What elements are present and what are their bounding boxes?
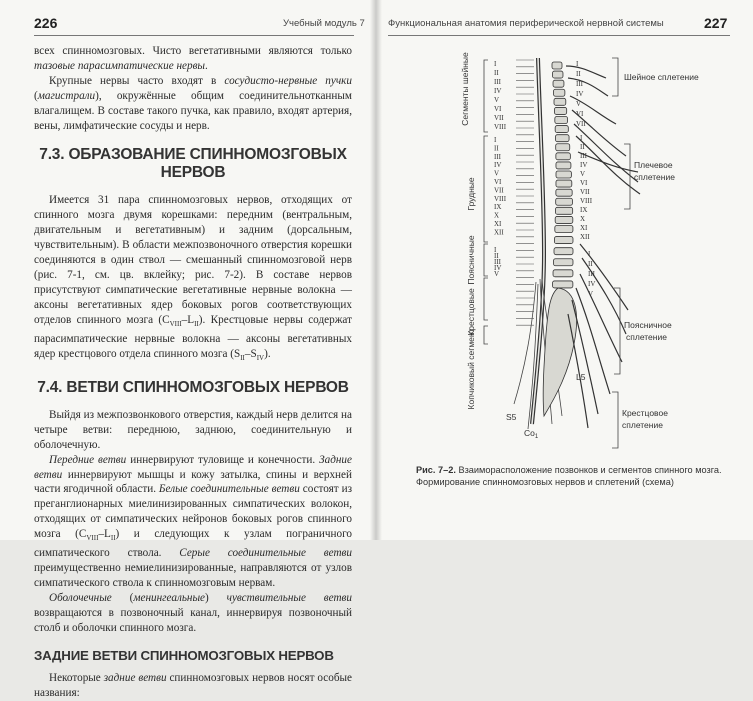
vertebra-numeral: VII (494, 114, 504, 122)
vertebra (556, 171, 571, 178)
cervical-plexus-bracket (612, 58, 618, 96)
italic-text: Белые соединительные ветви (158, 483, 300, 496)
text-run: иннервируют туловище и конечности. (126, 453, 320, 466)
vertebra (556, 198, 573, 205)
text-run: ( (34, 89, 38, 102)
co-marker (524, 428, 539, 440)
text-run: ) и следующих к узлам пограничного симпатического ствола. (34, 528, 352, 560)
lumbar-segments-label: Поясничные (466, 235, 476, 285)
vertebra-numeral: VIII (580, 197, 593, 205)
vertebra (553, 281, 573, 288)
vertebra-numeral: V (494, 96, 500, 104)
brachial-plexus-label-2: сплетение (634, 172, 675, 182)
vertebra-numeral: VIII (494, 194, 507, 203)
subscript: VIII (169, 319, 182, 328)
header-rule (34, 35, 354, 36)
italic-text: сосудисто-нервные пучки (224, 74, 352, 87)
vertebra-numeral: II (494, 69, 499, 77)
section-heading: 7.4. ВЕТВИ СПИННОМОЗГОВЫХ НЕРВОВ (37, 378, 349, 396)
vertebra-numeral: III (588, 270, 595, 278)
vertebra-numeral: III (494, 258, 501, 266)
italic-text: Передние ветви (49, 453, 127, 466)
text-run: ( (111, 591, 134, 604)
vertebra (554, 237, 573, 244)
vertebra-numeral: I (576, 60, 579, 68)
vertebra (556, 162, 571, 169)
vertebra (554, 89, 565, 96)
vertebra (555, 226, 573, 233)
vertebra (554, 259, 573, 266)
text-run: –L (98, 528, 111, 541)
vertebra-numeral: V (494, 169, 500, 178)
sacral-segments-label: Крестцовые (466, 288, 476, 336)
vertebra-numeral: II (494, 252, 499, 260)
vertebra-numeral: IV (494, 161, 502, 170)
vertebra (555, 135, 569, 142)
sacral-bracket (484, 278, 488, 320)
text-run: –S (244, 347, 257, 360)
brachial-plexus-bracket (624, 144, 630, 209)
vertebra (556, 144, 570, 151)
vertebra (554, 107, 566, 114)
sacral-plexus-label-1: Крестцовое (622, 408, 668, 418)
vertebra-numeral: I (494, 136, 497, 144)
italic-text: магистрали (37, 89, 96, 102)
vertebra-numeral: III (576, 80, 583, 88)
vertebra-numeral: VI (494, 178, 502, 186)
vertebra-numeral: IV (576, 90, 584, 98)
italic-text: задние ветви (103, 671, 167, 684)
vertebra-numeral: III (494, 152, 501, 161)
vertebra-numeral: III (494, 78, 501, 86)
vertebra (553, 71, 563, 78)
s5-marker: S5 (506, 412, 517, 422)
text-run: Крупные нервы часто входят в (49, 74, 225, 87)
lumbar-plexus-label-2: сплетение (626, 332, 667, 342)
vertebra-numeral: II (588, 260, 593, 268)
vertebra-numeral: XII (580, 233, 590, 241)
text-run: ) (205, 591, 227, 604)
vertebra (552, 62, 562, 69)
cervical-bracket (484, 60, 488, 132)
vertebra-numeral: VI (576, 110, 584, 118)
text-run: ), окружённые общим соединительнотканным влагалищем. В составе такого пучка, как правило, входят артерия, вены, лимфатические сосуды и нерв. (34, 89, 352, 132)
book-gutter (370, 0, 382, 540)
thoracic-bracket (484, 136, 488, 242)
vertebra-numeral: I (494, 60, 497, 68)
vertebra-numeral: VIII (494, 123, 507, 131)
header-rule (388, 35, 730, 36)
coccygeal-segment-label: Копчиковый сегмент (466, 328, 476, 410)
vertebra-numeral: XII (494, 228, 504, 237)
vertebra-numeral: IX (494, 203, 502, 212)
section-heading: ЗАДНИЕ ВЕТВИ СПИННОМОЗГОВЫХ НЕРВОВ (34, 647, 334, 663)
vertebra (555, 126, 568, 133)
vertebra-numeral: IV (588, 280, 596, 288)
cervical-segments-label: Сегменты шейные (460, 52, 470, 126)
vertebra-numeral: I (588, 250, 591, 258)
subscript: II (194, 319, 199, 328)
subscript: II (110, 534, 116, 543)
italic-text: чувствительные ветви (226, 591, 353, 604)
running-head: Учебный модуль 7 (283, 18, 365, 29)
vertebra-numeral: IV (494, 87, 502, 95)
vertebra (556, 180, 572, 187)
figure-caption (416, 464, 746, 488)
vertebra-numeral: VII (580, 188, 590, 196)
vertebra-numeral: IV (494, 264, 502, 272)
vertebra-numeral: X (494, 211, 500, 220)
vertebra-numeral: V (588, 290, 594, 298)
vertebra-numeral: I (494, 246, 497, 254)
italic-text: Серые соединительные ветви (179, 547, 352, 560)
segment-ticks (516, 60, 534, 325)
vertebra-numeral: III (580, 152, 587, 160)
left-page (0, 0, 376, 699)
text-run: преимущественно немиелинизированные, направляются от узлов симпатического ствола к спинномозговым нервам. (34, 562, 352, 590)
thoracic-segments-label: Грудные (466, 177, 476, 211)
vertebra-numeral: I (580, 134, 583, 142)
co-marker-text: Co (524, 428, 535, 438)
vertebra-numeral: VII (576, 120, 586, 128)
right-page (376, 0, 753, 540)
italic-text: Оболочечные (49, 591, 112, 604)
text-run: иннервируют мышцы и кожу затылка, спины и верхней части ягодичной области. (34, 468, 352, 496)
vertebra-numeral: II (576, 70, 581, 78)
vertebra-numeral: X (580, 215, 586, 223)
italic-text: Задние ветви (34, 453, 352, 481)
paragraph (34, 74, 352, 134)
vertebra (555, 117, 568, 124)
spinal-cord (532, 58, 544, 424)
paragraph (34, 193, 352, 365)
vertebra (555, 216, 573, 223)
coccygeal-bracket (484, 326, 488, 344)
paragraph (34, 408, 352, 453)
caption-line-2: Формирование спинномозговых нервов и сплетений (схема) (416, 477, 674, 487)
subscript: II (240, 353, 245, 362)
lumbar-plexus-bracket (614, 288, 620, 374)
caption-line-1: Взаиморасположение позвонков и сегментов спинного мозга. (458, 465, 722, 475)
vertebra-numeral: VI (494, 105, 502, 113)
brachial-plexus-label-1: Плечевое (634, 160, 673, 170)
text-run: возвращаются в позвоночный канал, иннервируя позвоночный столб и оболочки спинного мозга. (34, 606, 352, 634)
vertebra (555, 207, 572, 214)
text-run: Некоторые (49, 671, 104, 684)
lumbar-bracket (484, 244, 488, 276)
vertebra (553, 80, 564, 87)
vertebra-numeral: IX (580, 206, 588, 214)
caption-label: Рис. 7–2. (416, 465, 456, 475)
cervical-plexus-label: Шейное сплетение (624, 72, 699, 82)
vertebra (553, 270, 573, 277)
sacral-plexus-label-2: сплетение (622, 420, 663, 430)
text-run: Выйдя из межпозвонкового отверстия, каждый нерв делится на четыре ветви: переднюю, заднюю, соединительную и оболочечную. (34, 408, 352, 451)
text-run: –L (181, 313, 195, 326)
vertebra (554, 98, 566, 105)
vertebra-numeral: II (580, 143, 585, 151)
lumbar-plexus-label-1: Поясничное (624, 320, 672, 330)
vertebra-numeral: VII (494, 186, 504, 195)
vertebra-numeral: IV (580, 161, 588, 169)
paragraph (34, 671, 352, 701)
italic-text: менингеальные (133, 591, 206, 604)
paragraph (34, 591, 352, 636)
italic-text: тазовые парасимпатические нервы (34, 59, 206, 72)
page-number: 227 (704, 15, 728, 31)
paragraph (34, 453, 352, 591)
subscript: VIII (86, 534, 99, 543)
text-run: . (205, 59, 208, 72)
vertebra-numeral: VI (580, 179, 588, 187)
vertebra-numeral: II (494, 144, 499, 153)
section-heading: 7.3. ОБРАЗОВАНИЕ СПИННОМОЗГОВЫХ НЕРВОВ (39, 146, 347, 182)
spinal-cord-figure (376, 44, 753, 462)
text-run: состоят из преганглионарных миелинизированных симпатических волокон, отходящих от симпатических нейронов боковых рогов спинного мозга (C (34, 483, 352, 541)
text-run: ). (264, 347, 271, 360)
co-marker-sub: 1 (534, 434, 539, 440)
vertebra-numeral: XI (494, 220, 502, 228)
text-run: Имеется 31 пара спинномозговых нервов, отходящих от спинного мозга двумя корешками: передним (вентральным, двигательным и вегетативным) и задним (дорсальным, чувствительным). В области межпозвоночного отверстия корешки соединяются в один ствол — смешанный спинномозговой нерв (рис. 7-1, см. цв. вклейку; рис. 7-2). В составе нервов присутствуют симпатические вегетативные нервные волокна — аксоны вегетативных ядер боковых рогов соответствующих отделов спинного мозга (C (34, 194, 352, 326)
vertebra-numeral: V (580, 170, 586, 178)
l5-marker: L5 (576, 372, 586, 382)
vertebra-numeral: XI (580, 224, 588, 232)
page-number: 226 (34, 15, 58, 31)
vertebra-numeral: V (576, 100, 582, 108)
paragraph (34, 44, 352, 74)
text-run: спинномозговых нервов носят особые названия: (34, 671, 352, 699)
running-head: Функциональная анатомия периферической нервной системы (388, 18, 664, 29)
text-run: ). Крестцовые нервы содержат парасимпатические нервные волокна — аксоны вегетативных ядер крестцового отдела спинного мозга (S (34, 313, 352, 360)
sacral-plexus-bracket (612, 392, 618, 448)
vertebra (556, 189, 572, 196)
subscript: IV (256, 353, 265, 362)
vertebra (556, 153, 571, 160)
vertebra (554, 248, 573, 255)
text-run: всех спинномозговых. Чисто вегетативными являются только (34, 45, 352, 57)
left-page-text (34, 44, 352, 701)
vertebral-column (543, 62, 576, 416)
vertebra-numeral: V (494, 270, 500, 278)
